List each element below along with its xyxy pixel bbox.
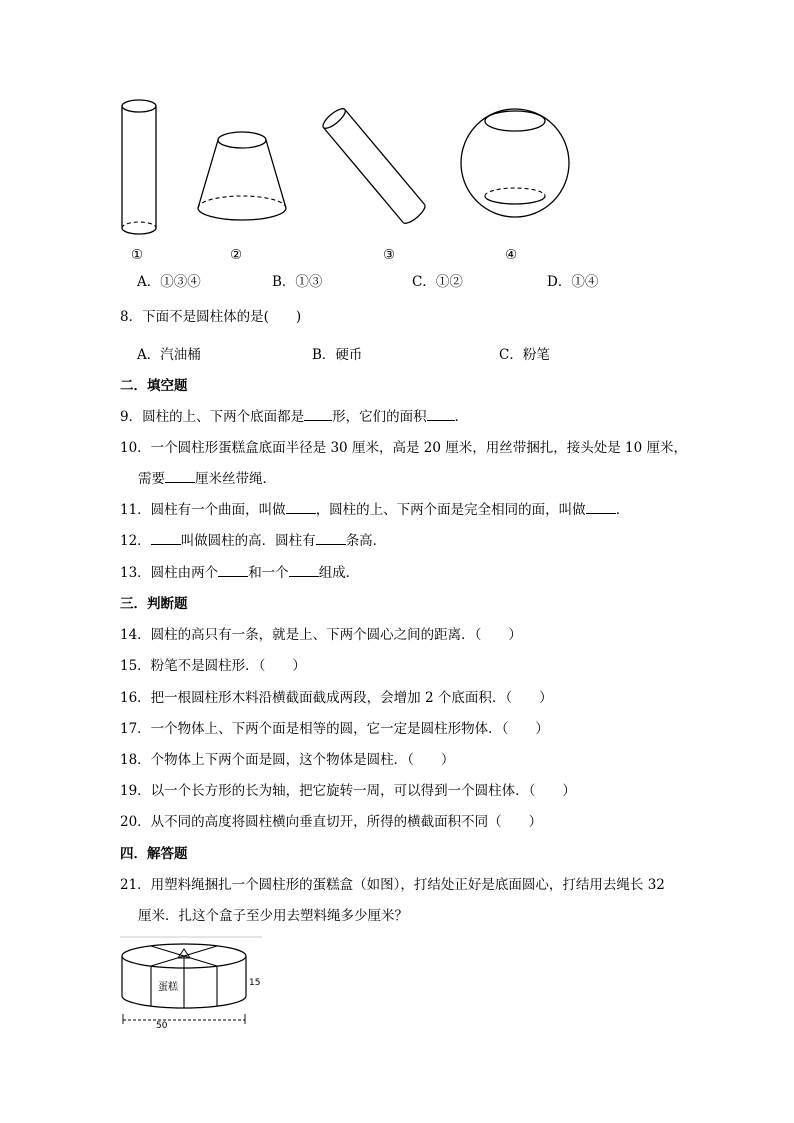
q8-option-a[interactable]: A．汽油桶 bbox=[137, 347, 201, 363]
question-10-line-1: 10．一个圆柱形蛋糕盒底面半径是 30 厘米，高是 20 厘米，用丝带捆扎，接头处是 10 厘米， bbox=[120, 440, 687, 456]
shape-3-tilted-cylinder bbox=[318, 100, 430, 232]
q7-option-d[interactable]: D．①④ bbox=[547, 274, 599, 290]
question-19: 19．以一个长方形的长为轴，把它旋转一周，可以得到一个圆柱体．（ ） bbox=[120, 783, 576, 799]
q8-option-c[interactable]: C．粉笔 bbox=[499, 347, 550, 363]
shape-label-1: ① bbox=[131, 247, 144, 263]
question-17: 17．一个物体上、下两个面是相等的圆，它一定是圆柱形物体．（ ） bbox=[120, 721, 549, 737]
question-16: 16．把一根圆柱形木料沿横截面截成两段，会增加 2 个底面积．（ ） bbox=[120, 690, 553, 706]
cake-box-figure bbox=[120, 936, 270, 1031]
answer-blank[interactable] bbox=[286, 501, 316, 514]
q7-option-a[interactable]: A．①③④ bbox=[137, 274, 201, 290]
answer-blank[interactable] bbox=[427, 408, 455, 421]
shape-label-3: ③ bbox=[383, 247, 396, 263]
shape-4-sphere-segment bbox=[458, 106, 572, 220]
cake-label: 蛋糕 bbox=[158, 982, 178, 993]
question-14: 14．圆柱的高只有一条，就是上、下两个圆心之间的距离．（ ） bbox=[120, 627, 522, 643]
answer-blank[interactable] bbox=[304, 408, 332, 421]
section-title-judge: 三．判断题 bbox=[120, 596, 188, 612]
question-12: 12． 叫做圆柱的高．圆柱有 条高． bbox=[120, 533, 387, 549]
section-title-answer: 四．解答题 bbox=[120, 846, 188, 862]
shape-2-frustum bbox=[194, 128, 290, 228]
answer-blank[interactable] bbox=[289, 564, 319, 577]
question-13: 13．圆柱由两个 和一个 组成． bbox=[120, 565, 360, 581]
shape-1-cylinder bbox=[118, 98, 162, 238]
q7-option-b[interactable]: B．①③ bbox=[272, 274, 323, 290]
q8-stem: 8．下面不是圆柱体的是( ) bbox=[120, 309, 302, 325]
answer-blank[interactable] bbox=[218, 564, 248, 577]
answer-blank[interactable] bbox=[151, 532, 181, 545]
shape-label-4: ④ bbox=[505, 247, 518, 263]
section-title-fill: 二．填空题 bbox=[120, 378, 188, 394]
answer-blank[interactable] bbox=[165, 470, 195, 483]
question-10-line-2: 需要 厘米丝带绳． bbox=[138, 471, 276, 487]
shape-label-2: ② bbox=[230, 247, 243, 263]
question-21-line-2: 厘米．扎这个盒子至少用去塑料绳多少厘米？ bbox=[138, 908, 408, 924]
question-15: 15．粉笔不是圆柱形．（ ） bbox=[120, 658, 306, 674]
cake-width-label: 50 bbox=[156, 1021, 168, 1031]
answer-blank[interactable] bbox=[316, 532, 346, 545]
question-11: 11．圆柱有一个曲面，叫做 ，圆柱的上、下两个面是完全相同的面，叫做 ． bbox=[120, 502, 630, 518]
question-21-line-1: 21．用塑料绳捆扎一个圆柱形的蛋糕盒（如图），打结处正好是底面圆心，打结用去绳长 32 bbox=[120, 877, 665, 893]
question-9: 9．圆柱的上、下两个底面都是 形，它们的面积 ． bbox=[120, 409, 469, 425]
answer-blank[interactable] bbox=[586, 501, 616, 514]
question-20: 20．从不同的高度将圆柱横向垂直切开，所得的横截面积不同（ ） bbox=[120, 814, 543, 830]
question-18: 18．个物体上下两个面是圆，这个物体是圆柱．（ ） bbox=[120, 752, 455, 768]
q8-option-b[interactable]: B．硬币 bbox=[312, 347, 363, 363]
cake-height-label: 15 bbox=[249, 978, 261, 988]
q7-option-c[interactable]: C．①② bbox=[412, 274, 463, 290]
